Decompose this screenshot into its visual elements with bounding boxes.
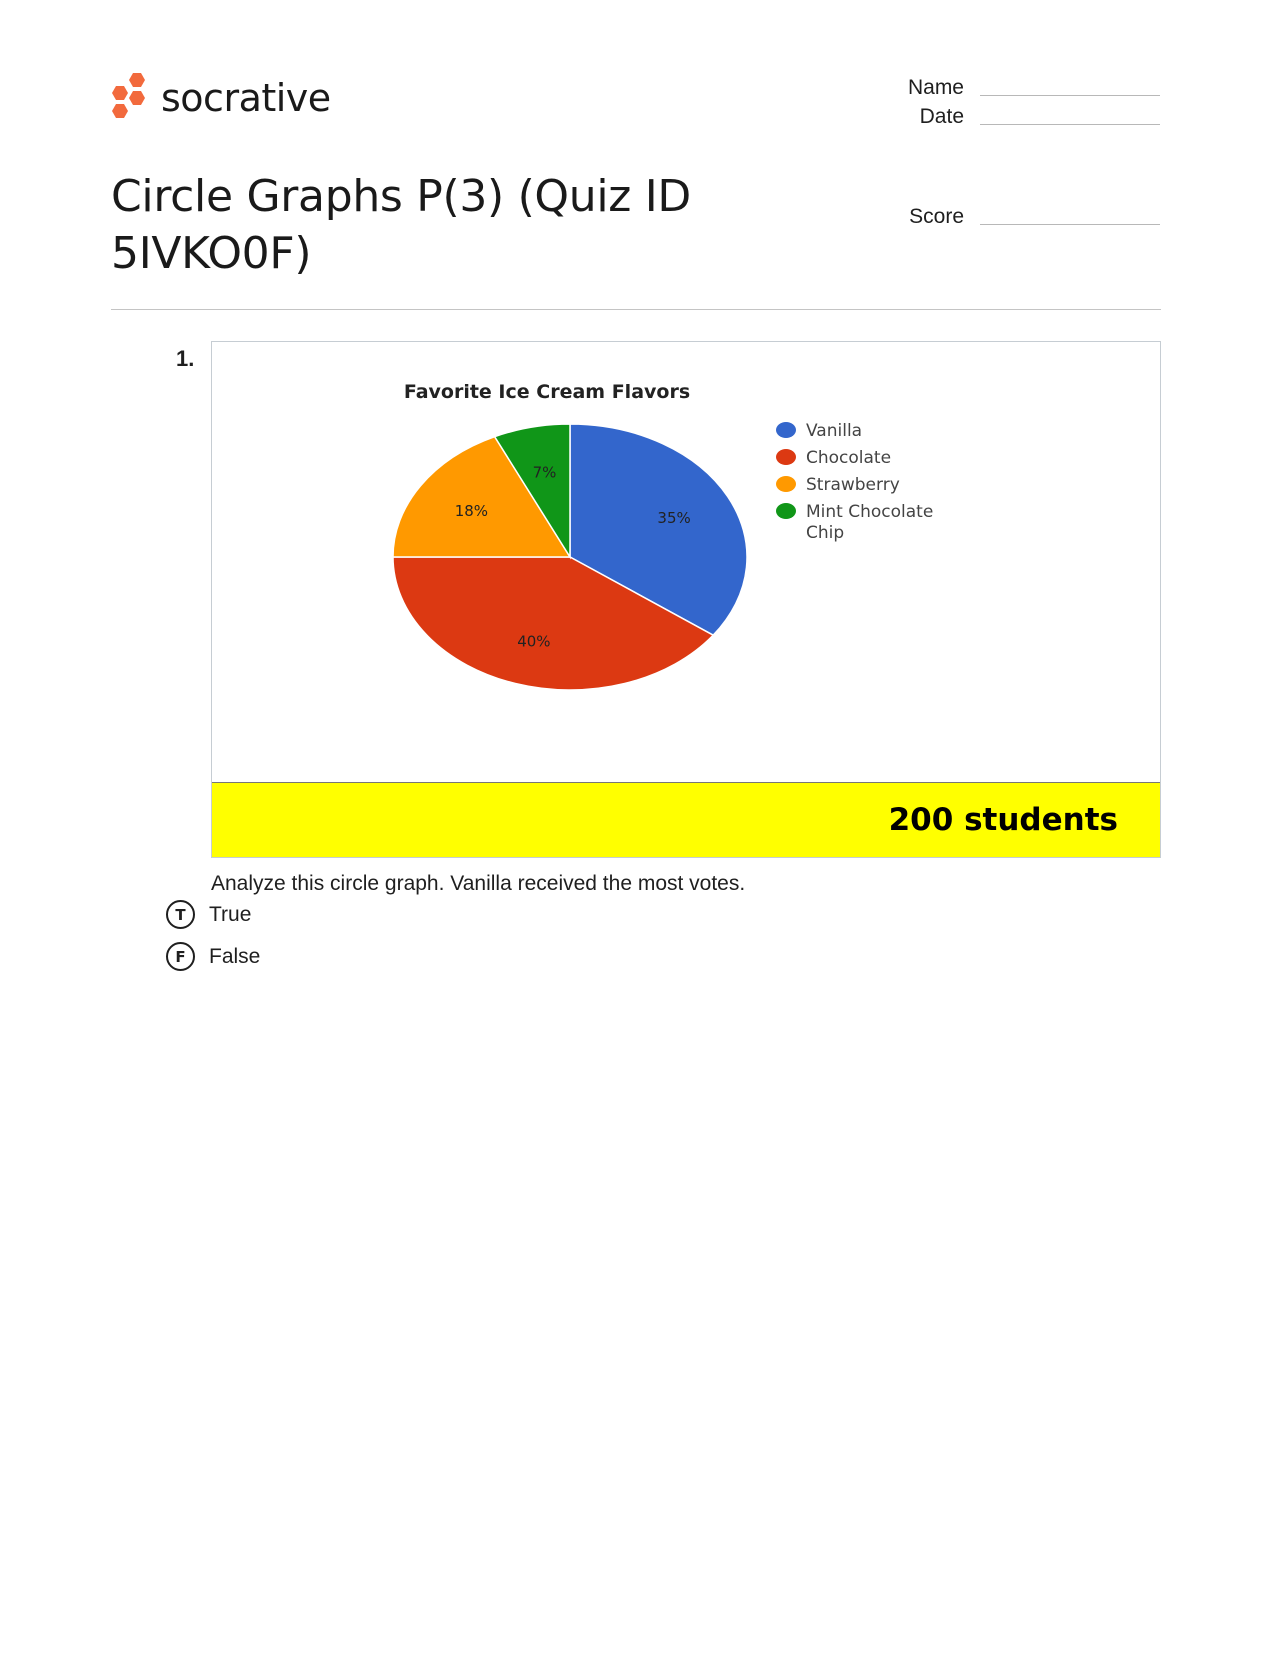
socrative-logo <box>111 72 331 124</box>
legend-swatch-chocolate <box>776 449 796 465</box>
pie-label-strawberry: 18% <box>454 502 489 520</box>
student-count-text: 200 students <box>888 802 1118 838</box>
header-divider <box>111 309 1161 310</box>
socrative-hexagon-icon <box>111 72 151 124</box>
legend-label-mint-chocolate-chip: Mint Chocolate <box>806 502 934 522</box>
legend-label-vanilla: Vanilla <box>806 421 863 441</box>
pie-chart <box>212 342 1160 782</box>
pie-label-vanilla: 35% <box>657 509 691 528</box>
option-false[interactable] <box>166 942 260 971</box>
legend-label-mint-chocolate-chip-line-2: Chip <box>806 523 845 543</box>
legend-label-chocolate: Chocolate <box>806 448 892 468</box>
legend-swatch-vanilla <box>776 422 796 438</box>
date-label: Date <box>919 105 964 128</box>
option-false-bubble[interactable]: F <box>166 942 195 971</box>
pie-label-chocolate: 40% <box>517 632 551 651</box>
name-label: Name <box>907 76 964 99</box>
score-line <box>980 224 1160 225</box>
option-true-label: True <box>209 902 252 926</box>
option-true[interactable] <box>166 900 251 929</box>
score-field[interactable] <box>860 205 1160 229</box>
question-number: 1. <box>176 346 195 371</box>
question-image <box>211 341 1161 858</box>
student-count-banner <box>212 782 1160 857</box>
date-field[interactable] <box>860 105 1160 129</box>
option-false-label: False <box>209 944 261 968</box>
name-field[interactable] <box>860 76 1160 100</box>
legend-swatch-strawberry <box>776 476 796 492</box>
chart-title: Favorite Ice Cream Flavors <box>403 381 691 403</box>
legend-swatch-mint-chocolate-chip <box>776 503 796 519</box>
legend-label-strawberry: Strawberry <box>806 475 900 495</box>
brand-name: socrative <box>161 76 331 120</box>
name-line <box>980 95 1160 96</box>
pie-label-mint-chocolate-chip: 7% <box>532 463 557 482</box>
date-line <box>980 124 1160 125</box>
page-title: Circle Graphs P(3) (Quiz ID 5IVKO0F) <box>111 171 692 279</box>
score-label: Score <box>909 205 964 228</box>
option-true-bubble[interactable]: T <box>166 900 195 929</box>
question-prompt: Analyze this circle graph. Vanilla received the most votes. <box>211 872 746 895</box>
